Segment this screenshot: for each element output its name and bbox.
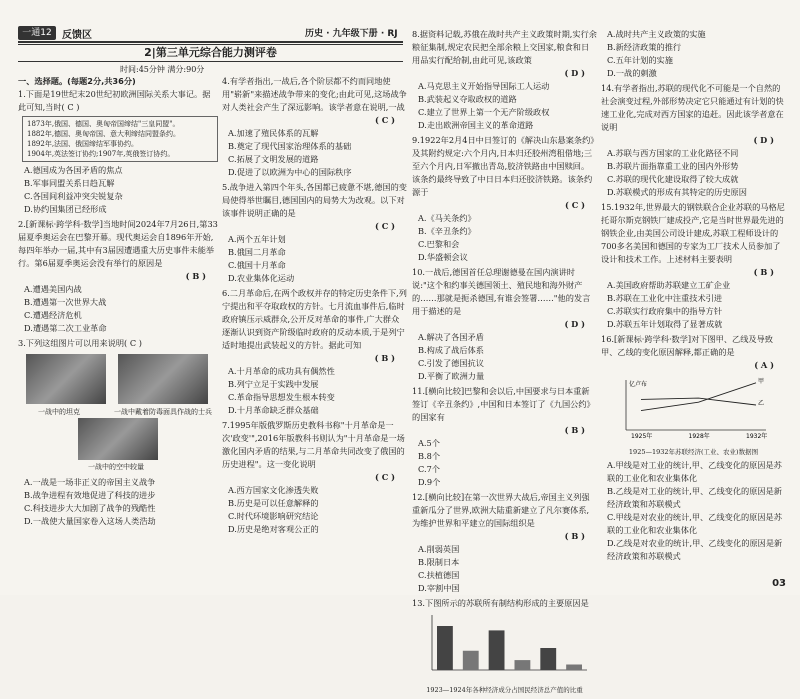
question-7: [222, 419, 407, 536]
photo-caption: 一战中的空中较量: [88, 463, 144, 471]
question-11: [412, 385, 597, 489]
tank-photo: [26, 354, 106, 404]
option: B.奠定了现代国家治理体系的基础: [228, 141, 352, 151]
option: C.引发了德国抗议: [418, 358, 484, 368]
option: B.军事同盟关系日趋瓦解: [24, 178, 115, 188]
answer-mark: ( D ): [564, 319, 585, 329]
option: A.苏联与西方国家的工业化路径不同: [607, 148, 739, 158]
section-heading: 一、选择题。(每题2分,共36分): [18, 76, 136, 86]
column-4: [601, 28, 786, 565]
option: A.削弱英国: [418, 544, 460, 554]
option: D.走出欧洲帝国主义的革命道路: [418, 120, 534, 130]
bar: [540, 648, 556, 670]
option: C.拓展了文明发展的道路: [228, 154, 319, 164]
answer-mark: ( B ): [564, 531, 585, 541]
column-3: [412, 28, 597, 699]
option: A.解决了各国矛盾: [418, 332, 484, 342]
question-13: [412, 597, 597, 697]
option: B.列宁立足于实践中发展: [228, 379, 319, 389]
question-stem: 11.[横向比较]巴黎和会以后,中国要求与日本重新签订《辛丑条约》,中国和日本签订了《九国公约》的国家有: [412, 386, 595, 422]
box-line: 1904年,英法签订协约;1907年,英俄签订协约。: [27, 150, 175, 158]
option: C.遭遇经济危机: [24, 310, 82, 320]
option: B.遭遇第一次世界大战: [24, 297, 107, 307]
option: A.两个五年计划: [228, 234, 286, 244]
option: A.甲线是对工业的统计,甲、乙线变化的原因是苏联的工业化和农业集体化: [607, 460, 782, 483]
question-stem: 4.有学者指出,一战后,各个阶层都不约而同地使用"崭新"来描述战争带来的变化;由此可见,这场战争对人类社会产生了深远影响。该学者意在说明,一战: [222, 76, 407, 112]
option: B.俄国二月革命: [228, 247, 286, 257]
answer-mark: ( B ): [374, 353, 395, 363]
series-line-乙: [641, 398, 756, 405]
question-stem: 16.[新课标·跨学科·数学]对下图甲、乙线及导致甲、乙线的变化原因解释,都正确的是: [601, 334, 773, 357]
option: C.建立了世界上第一个无产阶级政权: [418, 107, 550, 117]
option: B.苏联在工业化中注重技术引进: [607, 293, 723, 303]
question-stem: 5.战争进入第四个年头,各国都已疲惫不堪,德国的变局使得举世瞩目,德国国内的局势大为改观。以下对该事件说明正确的是: [222, 182, 407, 218]
answer-mark: ( A ): [754, 360, 774, 370]
option: C.扶植德国: [418, 570, 460, 580]
option: D.苏联模式的形成有其特定的历史原因: [607, 187, 747, 197]
option: C.巴黎和会: [418, 239, 460, 249]
option: C.五年计划的实施: [607, 55, 673, 65]
question-16: [601, 333, 786, 563]
aircraft-photo: [78, 418, 158, 460]
answer-mark: ( D ): [564, 68, 585, 78]
series-line-甲: [641, 383, 756, 411]
answer-mark: ( C ): [375, 221, 395, 231]
question-14: [601, 82, 786, 199]
question-12: [412, 491, 597, 595]
answer-mark: ( C ): [565, 200, 585, 210]
option: D.十月革命缺乏群众基础: [228, 405, 319, 415]
bar: [489, 630, 505, 670]
option: C.苏联实行政府集中的指导方针: [607, 306, 723, 316]
box-line: 1892年,法国、俄国缔结军事协约。: [27, 140, 139, 148]
option: A.《马关条约》: [418, 213, 476, 223]
question-15: [601, 201, 786, 331]
option: B.乙线是对工业的统计,甲、乙线变化的原因是新经济政策和苏联模式: [607, 486, 782, 509]
option: C.革命指导思想发生根本转变: [228, 392, 335, 402]
photo-group: [18, 354, 218, 472]
question-stem: 1.下面是19世纪末20世纪初欧洲国际关系大事记。据此可知,当时( C ): [18, 89, 211, 112]
question-stem: 15.1932年,世界最大的钢铁联合企业苏联的马格尼托哥尔斯克钢铁厂建成投产,它是当时世界最先进的钢铁企业,由美国公司设计建成,苏联工程师设计的700多名美国和德国的专家为工厂技术人员参加了设计和技术工作。上述材料主要表明: [601, 202, 785, 264]
option: D.平衡了欧洲力量: [418, 371, 485, 381]
x-tick-label: 1928年: [688, 433, 710, 440]
option: C.7个: [418, 464, 440, 474]
photo-caption: 一战中的坦克: [38, 408, 80, 416]
series-label: 乙: [758, 400, 765, 407]
y-axis-label: 亿卢布: [629, 381, 648, 388]
option: D.农业集体化运动: [228, 273, 295, 283]
question-stem: 9.1922年2月4日中日签订的《解决山东悬案条约》及其附约规定:六个月内,日本归还胶州湾租借地;三至六个月内,日军撤出青岛,胶济铁路由中国赎回。该条约最终导致了中日日本归还胶济铁路。该条约源于: [412, 135, 595, 197]
option: A.美国政府帮助苏联建立工矿企业: [607, 280, 731, 290]
option: C.科技进步大大加剧了战争的残酷性: [24, 503, 156, 513]
option: B.战争进程有效地促进了科技的进步: [24, 490, 156, 500]
question-5: [222, 181, 407, 285]
option: C.苏联的现代化建设取得了较大成就: [607, 174, 739, 184]
question-8: [412, 28, 597, 132]
page-title: 2|第三单元综合能力测评卷: [18, 44, 403, 62]
question-3: [18, 337, 218, 528]
option: D.历史是绝对客观公正的: [228, 524, 319, 534]
option: D.9个: [418, 477, 441, 487]
page-number: 03: [772, 578, 786, 589]
option: D.一战使大量国家卷入这场人类浩劫: [24, 516, 156, 526]
answer-mark: ( C ): [375, 472, 395, 482]
question-1: [18, 88, 218, 216]
option: B.限制日本: [418, 557, 460, 567]
option: C.甲线是对农业的统计,甲、乙线变化的原因是苏联的工业化和农业集体化: [607, 512, 782, 535]
brand-logo: 一通12: [18, 26, 56, 40]
option: A.德国成为各国矛盾的焦点: [24, 165, 123, 175]
chart-caption: 1923—1924年各种经济成分占国民经济总产值的比重: [426, 686, 583, 694]
question-stem: 2.[新课标·跨学科·数学]当地时间2024年7月26日,第33届夏季奥运会在巴黎开幕。现代奥运会自1896年开始,每四年举办一届,其中有3届因遭遇重大历史事件未能举行。第6届夏季奥运会没有举行的原因是: [18, 219, 218, 268]
option: A.十月革命的成功具有偶然性: [228, 366, 335, 376]
answer-mark: ( B ): [185, 271, 206, 281]
question-10: [412, 266, 597, 383]
question-stem: 10.一战后,德国首任总理谢德曼在国内演讲时说:"这个和约事关德国领土、殖民地和海外财产的……那就是扼杀德国,有谁会签署……"他的发言用于描述的是: [412, 267, 591, 316]
box-line: 1873年,俄国、德国、奥匈帝国缔结"三皇同盟"。: [27, 120, 180, 128]
option: A.5个: [418, 438, 440, 448]
option: A.西方国家文化渗透失败: [228, 485, 319, 495]
question-13-options: [601, 28, 786, 80]
photo-caption: 一战中戴着防毒面具作战的士兵: [114, 408, 212, 416]
option: B.8个: [418, 451, 441, 461]
option: D.一战的刺激: [607, 68, 657, 78]
events-box: [22, 116, 218, 162]
option: D.促进了以欧洲为中心的国际秩序: [228, 167, 352, 177]
header-divider: [18, 41, 403, 43]
question-stem: 13.下图所示的苏联所有制结构形成的主要原因是: [412, 598, 589, 608]
question-stem: 8.据资料记载,苏俄在战时共产主义政策时期,实行余粮征集制,规定农民把全部余粮上交国家,粮食和日用品实行配给制,由此可见,该政策: [412, 29, 597, 65]
question-6: [222, 287, 407, 417]
feedback-area-label: 反馈区: [62, 30, 92, 41]
option: B.构成了战后体系: [418, 345, 484, 355]
answer-mark: ( B ): [753, 267, 774, 277]
option: A.加速了殖民体系的瓦解: [228, 128, 319, 138]
gas-mask-photo: [118, 354, 208, 404]
option: D.华盛顿会议: [418, 252, 468, 262]
option: A.一战是一场非正义的帝国主义战争: [24, 477, 156, 487]
option: B.武装起义夺取政权的道路: [418, 94, 517, 104]
option: D.苏联五年计划取得了显著成就: [607, 319, 723, 329]
option: C.俄国十月革命: [228, 260, 286, 270]
column-2: [222, 75, 407, 538]
option: A.马克思主义开始指导国际工人运动: [418, 81, 550, 91]
option: D.乙线是对农业的统计,甲、乙线变化的原因是新经济政策和苏联模式: [607, 538, 783, 561]
subject-label: 历史 · 九年级下册 · RJ: [305, 29, 398, 39]
question-stem: 14.有学者指出,苏联的现代化不可能是一个自然的社会演变过程,外部形势决定它只能通过有计划的快速工业化,完成对西方国家的追赶。因此该学者意在说明: [601, 83, 784, 132]
question-stem: 6.二月革命后,在两个政权并存的特定历史条件下,列宁提出和平夺取政权的方针。七月流血事件后,临时政府镇压示威群众,公开反对革命的事件,广大群众逐渐认识到资产阶级临时政府的反动本质,于是列宁适时地提出武装起义的方针。据此可知: [222, 288, 407, 350]
question-9: [412, 134, 597, 264]
time-info: 时间:45分钟 满分:90分: [120, 65, 205, 74]
box-line: 1882年,德国、奥匈帝国、意大利缔结同盟条约。: [27, 130, 181, 138]
option: B.新经济政策的推行: [607, 42, 682, 52]
bar: [463, 651, 479, 670]
option: D.宰割中国: [418, 583, 460, 593]
option: D.遭遇第二次工业革命: [24, 323, 107, 333]
option: B.《辛丑条约》: [418, 226, 476, 236]
answer-mark: ( C ): [375, 115, 395, 125]
option: D.协约国集团已经形成: [24, 204, 107, 214]
option: B.历史是可以任意解释的: [228, 498, 319, 508]
question-stem: 3.下列这组图片可以用来说明( C ): [18, 338, 142, 348]
economy-line-chart: [601, 372, 781, 442]
x-tick-label: 1932年: [746, 433, 768, 440]
bar: [566, 665, 582, 671]
question-2: [18, 218, 218, 335]
option: A.战时共产主义政策的实施: [607, 29, 706, 39]
series-label: 甲: [758, 377, 765, 385]
ownership-bar-chart: [412, 610, 592, 680]
question-stem: 12.[横向比较]在第一次世界大战后,帝国主义列强重新瓜分了世界,欧洲大陆重新建立了凡尔赛体系,为维护世界和平建立的国际组织是: [412, 492, 590, 528]
question-stem: 7.1995年版俄罗斯历史教科书称"十月革命是一次'政变'",2016年版教科书则认为"十月革命是一场激化国内矛盾的结果,与二月革命共同改变了俄国的历史进程"。这一变化说明: [222, 420, 405, 469]
option: C.时代环境影响研究结论: [228, 511, 319, 521]
option: B.苏联片面指靠重工业的国内外形势: [607, 161, 739, 171]
answer-mark: ( D ): [753, 135, 774, 145]
answer-mark: ( B ): [564, 425, 585, 435]
chart-caption: 1925—1932年苏联经济(工业、农业)数据图: [628, 448, 759, 456]
question-4: [222, 75, 407, 179]
bar: [437, 626, 453, 670]
option: A.遭遇美国内战: [24, 284, 82, 294]
column-1: [18, 75, 218, 530]
bar: [515, 660, 531, 670]
option: C.各国间利益冲突尖锐复杂: [24, 191, 123, 201]
x-tick-label: 1925年: [631, 433, 653, 440]
